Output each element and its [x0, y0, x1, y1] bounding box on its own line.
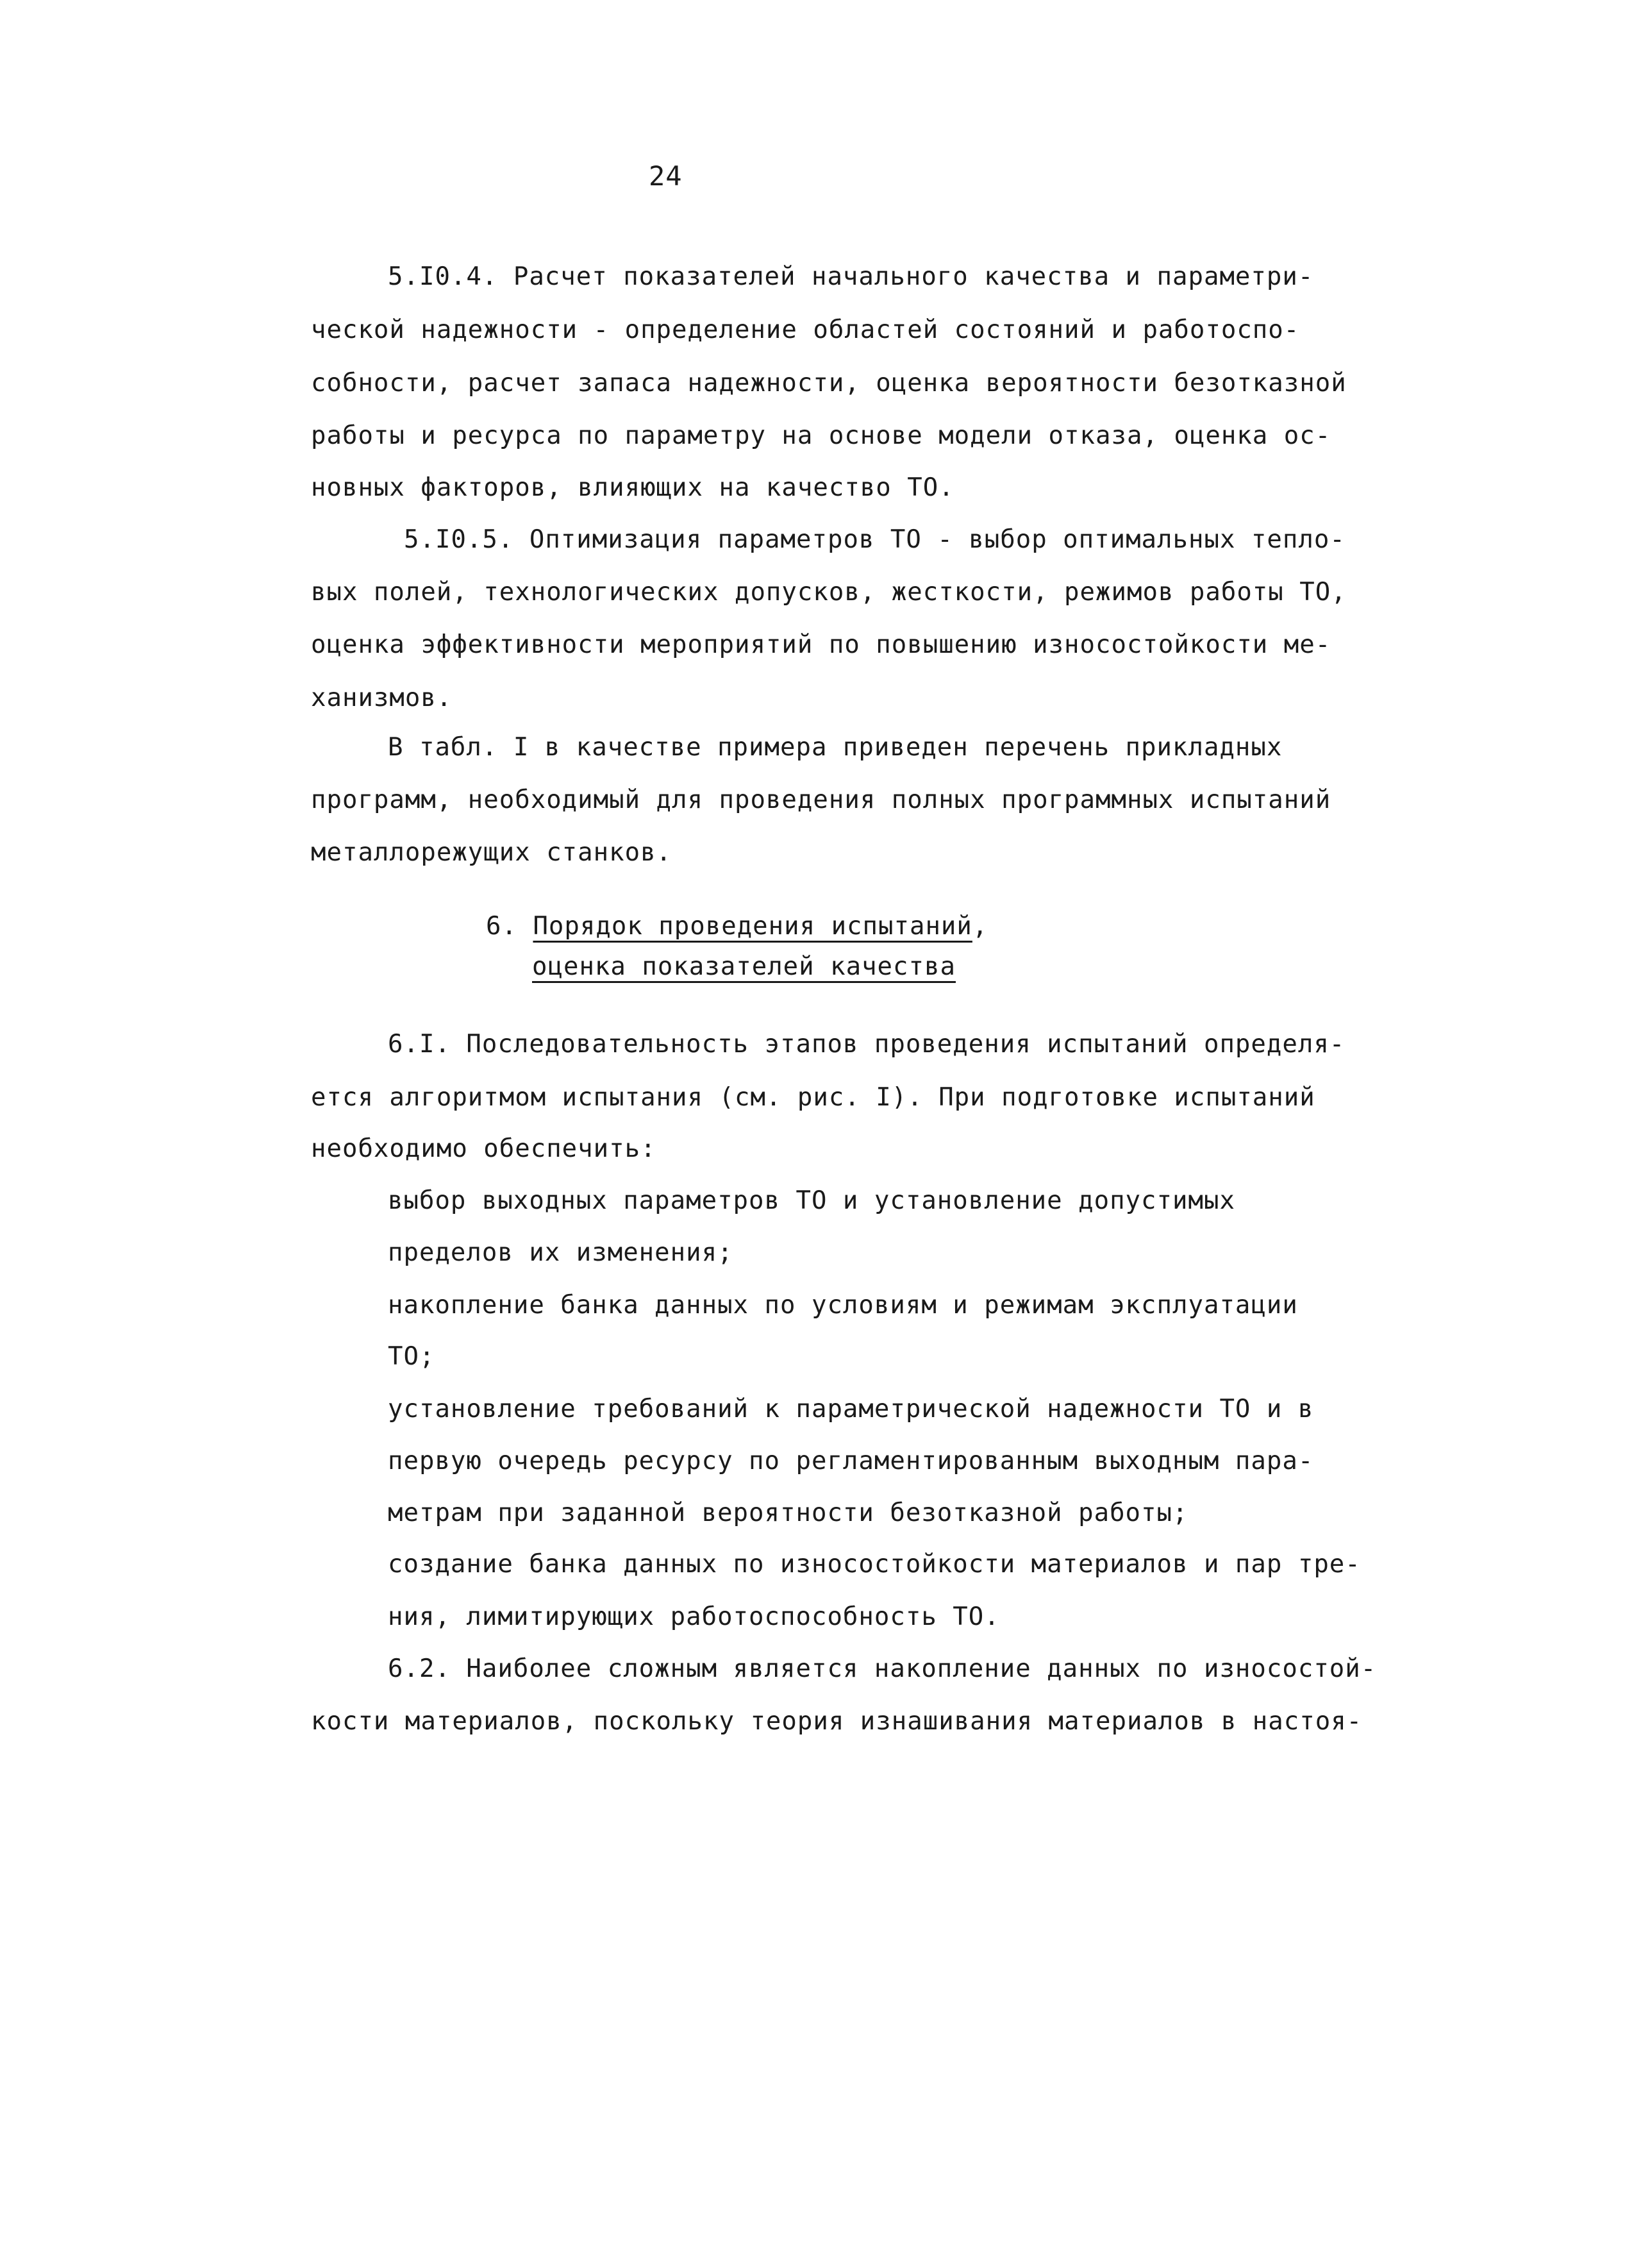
text-line: В табл. I в качестве примера приведен перечень прикладных [388, 733, 1283, 762]
section-heading-line-2 [532, 954, 956, 979]
text-line: ческой надежности - определение областей состояний и работоспо- [311, 315, 1300, 344]
text-line: ется алгоритмом испытания (см. рис. I). При подготовке испытаний [311, 1083, 1315, 1112]
section-title-comma: , [972, 912, 988, 941]
list-item-continuation: ния, лимитирующих работоспособность ТО. [388, 1602, 1000, 1631]
list-item-continuation: метрам при заданной вероятности безотказной работы; [388, 1499, 1188, 1527]
list-item: накопление банка данных по условиям и режимам эксплуатации [388, 1291, 1298, 1320]
text-line: кости материалов, поскольку теория изнашивания материалов в настоя- [311, 1707, 1363, 1736]
text-line: собности, расчет запаса надежности, оценка вероятности безотказной [311, 369, 1347, 398]
list-item: выбор выходных параметров ТО и установление допустимых [388, 1186, 1235, 1215]
list-item: создание банка данных по износостойкости материалов и пар тре- [388, 1550, 1361, 1579]
list-item: установление требований к параметрической надежности ТО и в [388, 1395, 1314, 1424]
page-number: 24 [649, 160, 683, 192]
text-line: ханизмов. [311, 684, 453, 712]
text-line: работы и ресурса по параметру на основе модели отказа, оценка ос- [311, 421, 1331, 450]
text-line: 5.I0.5. Оптимизация параметров ТО - выбор оптимальных тепло- [404, 525, 1346, 554]
text-line: оценка эффективности мероприятий по повышению износостойкости ме- [311, 630, 1331, 659]
list-item-continuation: первую очередь ресурсу по регламентированным выходным пара- [388, 1447, 1314, 1475]
list-item-continuation: пределов их изменения; [388, 1238, 733, 1267]
section-number: 6. [486, 912, 517, 941]
text-line: 6.I. Последовательность этапов проведения испытаний определя- [388, 1030, 1346, 1059]
text-line: необходимо обеспечить: [311, 1134, 656, 1163]
section-title-part-1: Порядок проведения испытаний [533, 912, 972, 941]
text-line: 5.I0.4. Расчет показателей начального качества и параметри- [388, 262, 1314, 291]
section-title-part-2: оценка показателей качества [532, 952, 956, 981]
text-line: программ, необходимый для проведения полных программных испытаний [311, 785, 1331, 814]
text-line: новных факторов, влияющих на качество ТО. [311, 473, 954, 502]
text-line: металлорежущих станков. [311, 838, 672, 867]
text-line: вых полей, технологических допусков, жесткости, режимов работы ТО, [311, 578, 1347, 607]
text-line: 6.2. Наиболее сложным является накопление данных по износостой- [388, 1654, 1377, 1683]
list-item-continuation: ТО; [388, 1342, 435, 1371]
section-heading-line-1 [486, 914, 988, 939]
